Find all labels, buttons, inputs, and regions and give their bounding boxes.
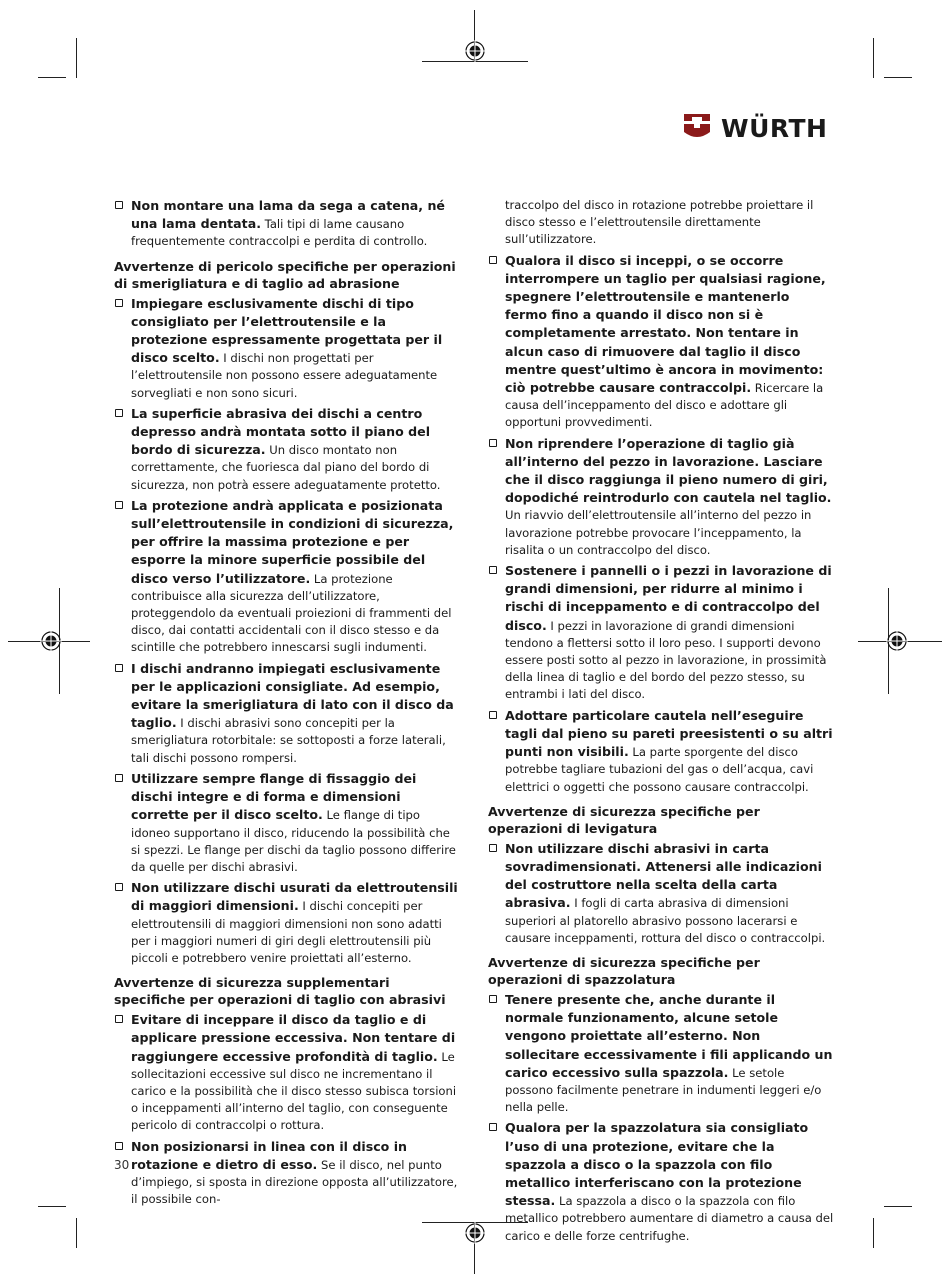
registration-mark-icon [464, 40, 486, 62]
warning-item-text: La parte sporgente del disco potrebbe tagliare tubazioni del gas o dell’acqua, cavi elettrici o oggetti che possono causare contraccolpi. [505, 745, 814, 794]
warning-item [488, 991, 835, 1116]
warning-item-bold: La protezione andrà applicata e posizionata sull’elettroutensile in condizioni di sicurezza, per offrire la massima protezione e per esporre la minore superficie possibile del disco verso l’utilizzatore. [131, 497, 454, 586]
checkbox-bullet-icon [489, 1123, 497, 1131]
warning-item [488, 252, 835, 432]
warning-item [114, 1138, 459, 1209]
checkbox-bullet-icon [115, 1015, 123, 1023]
warning-item-bold: Evitare di inceppare il disco da taglio e di applicare pressione eccessiva. Non tentare di raggiungere eccessive profondità di taglio. [131, 1012, 456, 1064]
warning-item-bold: Non riprendere l’operazione di taglio già all’interno del pezzo in lavorazione. Lasciare che il disco raggiunga il pieno numero di giri, dopodiché reintrodurlo con cautela nel taglio. [505, 435, 832, 506]
warning-item-bold: Utilizzare sempre flange di fissaggio dei dischi integre e di forma e dimensioni corrette per il disco scelto. [131, 770, 417, 823]
warning-item-text: Se il disco, nel punto d’impiego, si sposta in direzione opposta all’utilizzatore, il possibile con- [131, 1157, 458, 1207]
warning-item-bold: La superficie abrasiva dei dischi a centro depresso andrà montata sotto il piano del bordo di sicurezza. [131, 405, 431, 458]
checkbox-bullet-icon [115, 201, 123, 209]
warning-item [114, 770, 459, 876]
checkbox-bullet-icon [489, 995, 497, 1003]
warning-item-bold: Adottare particolare cautela nell’eseguire tagli dal pieno su pareti preesistenti o su altri punti non visibili. [505, 707, 833, 760]
checkbox-bullet-icon [115, 883, 123, 891]
registration-mark-icon [464, 1222, 486, 1244]
checkbox-bullet-icon [489, 256, 497, 264]
section-heading: Avvertenze di sicurezza supplementari specifiche per operazioni di taglio con abrasivi [114, 975, 446, 1008]
warning-item-text: Le setole possono facilmente penetrare in indumenti leggeri e/o nella pelle. [505, 1065, 822, 1115]
warning-item-text: I dischi abrasivi sono concepiti per la smerigliatura rotorbitale: se sottoposti a forze laterali, tali dischi possono rompersi. [131, 716, 446, 765]
wurth-emblem-icon [682, 112, 712, 144]
warning-item [114, 879, 459, 967]
warning-item [488, 707, 835, 796]
warning-item-text: I dischi concepiti per elettroutensili di maggiori dimensioni non sono adatti per i maggiori numeri di giri degli elettroutensili più piccoli e potrebbero venire proiettati all’esterno. [131, 899, 442, 965]
warning-item [488, 840, 835, 947]
warning-item-text: La spazzola a disco o la spazzola con filo metallico potrebbero aumentare di diametro a causa del carico e delle forze centrifughe. [505, 1194, 834, 1243]
warning-item-bold: Non montare una lama da sega a catena, né una lama dentata. [131, 198, 445, 232]
section-heading: Avvertenze di pericolo specifiche per operazioni di smerigliatura e di taglio ad abrasione [114, 258, 456, 291]
warning-item [114, 197, 459, 251]
logo-wordmark: WÜRTH [721, 113, 828, 143]
warning-item [488, 562, 835, 704]
warning-item-text: I dischi non progettati per l’elettroutensile non possono essere adeguatamente sorvegliati e non sono sicuri. [131, 351, 438, 400]
checkbox-bullet-icon [489, 439, 497, 447]
checkbox-bullet-icon [489, 566, 497, 574]
continued-paragraph: traccolpo del disco in rotazione potrebbe proiettare il disco stesso e l’elettroutensile direttamente sull’utilizzatore. [505, 198, 814, 247]
warning-item-bold: Qualora per la spazzolatura sia consigliato l’uso di una protezione, evitare che la spazzola a disco o la spazzola con filo metallico interferiscano con la protezione stessa. [505, 1120, 809, 1209]
right-column [488, 197, 835, 1248]
registration-mark-icon [40, 630, 62, 652]
checkbox-bullet-icon [115, 299, 123, 307]
warning-item [488, 1119, 835, 1244]
section-heading: Avvertenze di sicurezza specifiche per operazioni di levigatura [488, 803, 760, 836]
warning-item-text: Le sollecitazioni eccessive sul disco ne incrementano il carico e la possibilità che il disco stesso subisca torsioni o inceppamenti all’interno del taglio, con conseguente pericolo di contraccolpi o rottura. [131, 1049, 457, 1133]
warning-item-text: Tali tipi di lame causano frequentemente contraccolpi e perdita di controllo. [131, 217, 428, 249]
warning-item-bold: Non utilizzare dischi abrasivi in carta sovradimensionati. Attenersi alle indicazioni del costruttore nella scelta della carta abrasiva. [505, 840, 822, 911]
checkbox-bullet-icon [489, 844, 497, 852]
wurth-logo [682, 110, 838, 146]
page-number: 30 [114, 1158, 130, 1172]
warning-item-text: Un riavvio dell’elettroutensile all’interno del pezzo in lavorazione potrebbe provocare l’inceppamento, la risalita o un contraccolpo del disco. [505, 508, 812, 557]
registration-mark-icon [886, 630, 908, 652]
section-heading: Avvertenze di sicurezza specifiche per operazioni di spazzolatura [488, 954, 760, 987]
warning-item [114, 405, 459, 494]
warning-item-bold: Non posizionarsi in linea con il disco in rotazione e dietro di esso. [131, 1138, 407, 1172]
warning-item-text: Le flange di tipo idoneo supportano il disco, riducendo la possibilità che si spezzi. Le flange per dischi da taglio possono differire da quelle per dischi abrasivi. [131, 808, 456, 874]
warning-item [114, 295, 459, 402]
warning-item [114, 1011, 459, 1134]
checkbox-bullet-icon [115, 774, 123, 782]
left-column [114, 197, 459, 1211]
warning-item-text: Un disco montato non correttamente, che fuoriesca dal piano del bordo di sicurezza, non potrà essere adeguatamente protetto. [131, 443, 441, 492]
warning-item [114, 497, 459, 657]
warning-item [114, 660, 459, 767]
checkbox-bullet-icon [489, 711, 497, 719]
checkbox-bullet-icon [115, 664, 123, 672]
warning-item-text: Ricercare la causa dell’inceppamento del disco e adottare gli opportuni provvedimenti. [505, 381, 824, 430]
warning-item-bold: Sostenere i pannelli o i pezzi in lavorazione di grandi dimensioni, per ridurre al minimo i rischi di inceppamento e di contraccolpo del disco. [505, 563, 832, 633]
warning-item [488, 435, 835, 559]
warning-item-text: La protezione contribuisce alla sicurezza dell’utilizzatore, proteggendolo da eventuali proiezioni di frammenti del disco, dai contatti accidentali con il disco stesso e da scintille che potrebbero innescarsi sugli indumenti. [131, 571, 452, 655]
checkbox-bullet-icon [115, 409, 123, 417]
warning-item-bold: Impiegare esclusivamente dischi di tipo consigliato per l’elettroutensile e la protezione espressamente progettata per il disco scelto. [131, 295, 443, 366]
checkbox-bullet-icon [115, 501, 123, 509]
warning-item-bold: Tenere presente che, anche durante il normale funzionamento, alcune setole vengono proiettate all’esterno. Non sollecitare eccessivamente i fili applicando un carico eccessivo sulla spazzola. [505, 991, 833, 1080]
warning-item-text: I fogli di carta abrasiva di dimensioni superiori al platorello abrasivo possono lacerarsi e causare inceppamenti, rottura del disco o contraccolpi. [505, 896, 826, 945]
checkbox-bullet-icon [115, 1142, 123, 1150]
warning-item-bold: Qualora il disco si inceppi, o se occorre interrompere un taglio per qualsiasi ragione, spegnere l’elettroutensile e mantenerlo fermo fino a quando il disco non si è completamente arrestato. Non tentare in alcun caso di rimuovere dal taglio il disco mentre quest’ultimo è ancora in movimento: ciò potrebbe causare contraccolpi. [505, 252, 826, 396]
warning-item-bold: Non utilizzare dischi usurati da elettroutensili di maggiori dimensioni. [131, 880, 458, 914]
warning-item-bold: I dischi andranno impiegati esclusivamente per le applicazioni consigliate. Ad esempio, evitare la smerigliatura di lato con il disco da taglio. [131, 660, 454, 731]
warning-item-text: I pezzi in lavorazione di grandi dimensioni tendono a flettersi sotto il loro peso. I supporti devono essere posti sotto al pezzo in lavorazione, in prossimità della linea di taglio e del bordo del pezzo stesso, su entrambi i lati del disco. [505, 618, 827, 702]
